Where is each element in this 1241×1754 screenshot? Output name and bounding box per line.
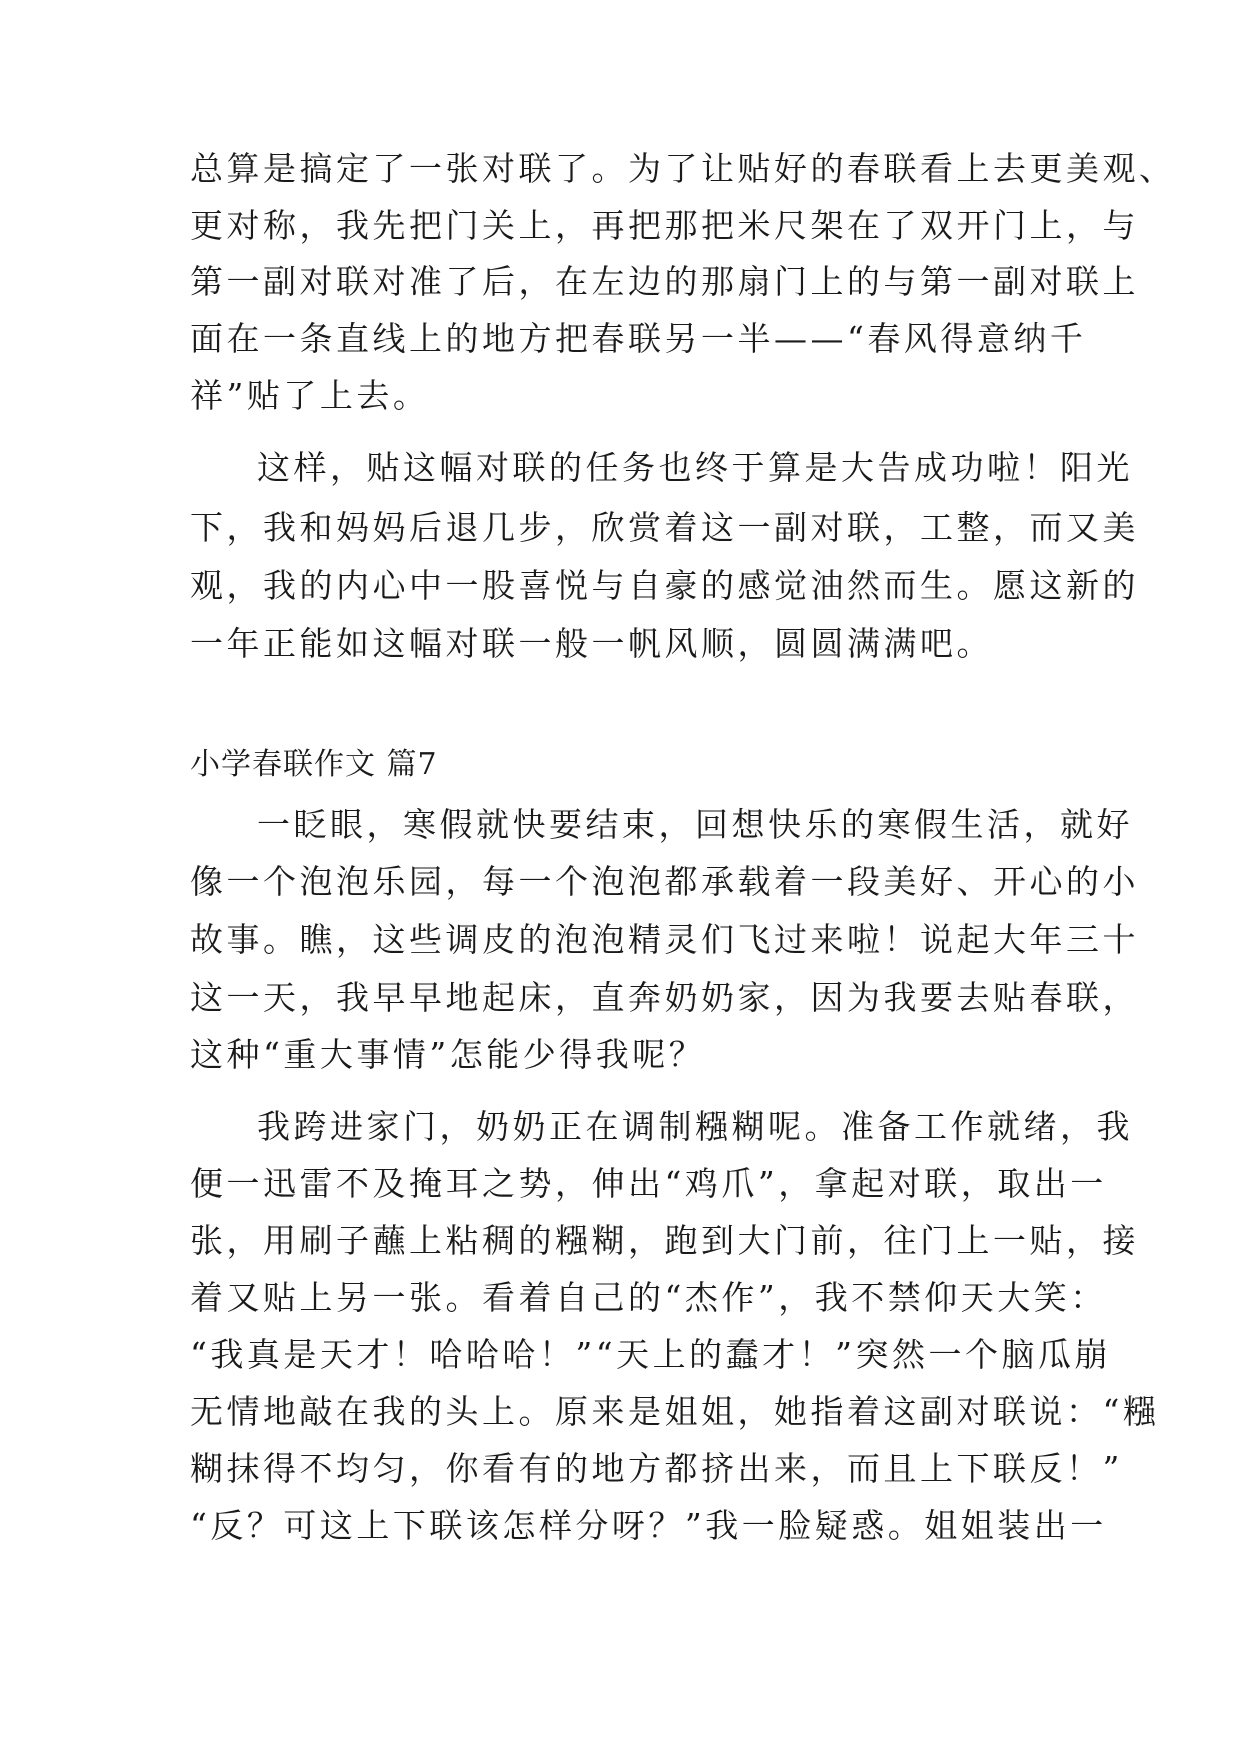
- paragraph-line: 第一副对联对准了后，在左边的那扇门上的与第一副对联上: [190, 262, 1139, 301]
- paragraph-line: 祥”贴了上去。: [190, 376, 430, 415]
- paragraph-line: 便一迅雷不及掩耳之势，伸出“鸡爪”，拿起对联，取出一: [190, 1164, 1107, 1203]
- paragraph-line: 这种“重大事情”怎能少得我呢？: [190, 1035, 706, 1074]
- paragraph-line: “我真是天才！哈哈哈！”“天上的蠢才！”突然一个脑瓜崩: [190, 1335, 1111, 1374]
- paragraph-line: “反？可这上下联该怎样分呀？”我一脸疑惑。姐姐装出一: [190, 1506, 1107, 1545]
- paragraph-line: 这一天，我早早地起床，直奔奶奶家，因为我要去贴春联，: [190, 978, 1139, 1017]
- paragraph-line: 观，我的内心中一股喜悦与自豪的感觉油然而生。愿这新的: [190, 566, 1139, 605]
- paragraph-line: 一眨眼，寒假就快要结束，回想快乐的寒假生活，就好: [257, 805, 1133, 844]
- paragraph-line: 无情地敲在我的头上。原来是姐姐，她指着这副对联说：“糨: [190, 1392, 1160, 1431]
- paragraph-line: 着又贴上另一张。看着自己的“杰作”，我不禁仰天大笑：: [190, 1278, 1107, 1317]
- paragraph-line: 故事。瞧，这些调皮的泡泡精灵们飞过来啦！说起大年三十: [190, 920, 1139, 959]
- paragraph-line: 总算是搞定了一张对联了。为了让贴好的春联看上去更美观、: [190, 149, 1176, 188]
- paragraph-line: 下，我和妈妈后退几步，欣赏着这一副对联，工整，而又美: [190, 508, 1139, 547]
- paragraph-line: 更对称，我先把门关上，再把那把米尺架在了双开门上，与: [190, 206, 1139, 245]
- section-heading: 小学春联作文 篇7: [190, 747, 438, 782]
- paragraph-line: 张，用刷子蘸上粘稠的糨糊，跑到大门前，往门上一贴，接: [190, 1221, 1139, 1260]
- paragraph-line: 糊抹得不均匀，你看有的地方都挤出来，而且上下联反！”: [190, 1449, 1123, 1488]
- paragraph-line: 面在一条直线上的地方把春联另一半——“春风得意纳千: [190, 319, 1087, 358]
- paragraph-line: 我跨进家门，奶奶正在调制糨糊呢。准备工作就绪，我: [257, 1107, 1133, 1146]
- paragraph-line: 一年正能如这幅对联一般一帆风顺，圆圆满满吧。: [190, 624, 993, 663]
- paragraph-line: 这样，贴这幅对联的任务也终于算是大告成功啦！阳光: [257, 448, 1133, 487]
- paragraph-line: 像一个泡泡乐园，每一个泡泡都承载着一段美好、开心的小: [190, 862, 1139, 901]
